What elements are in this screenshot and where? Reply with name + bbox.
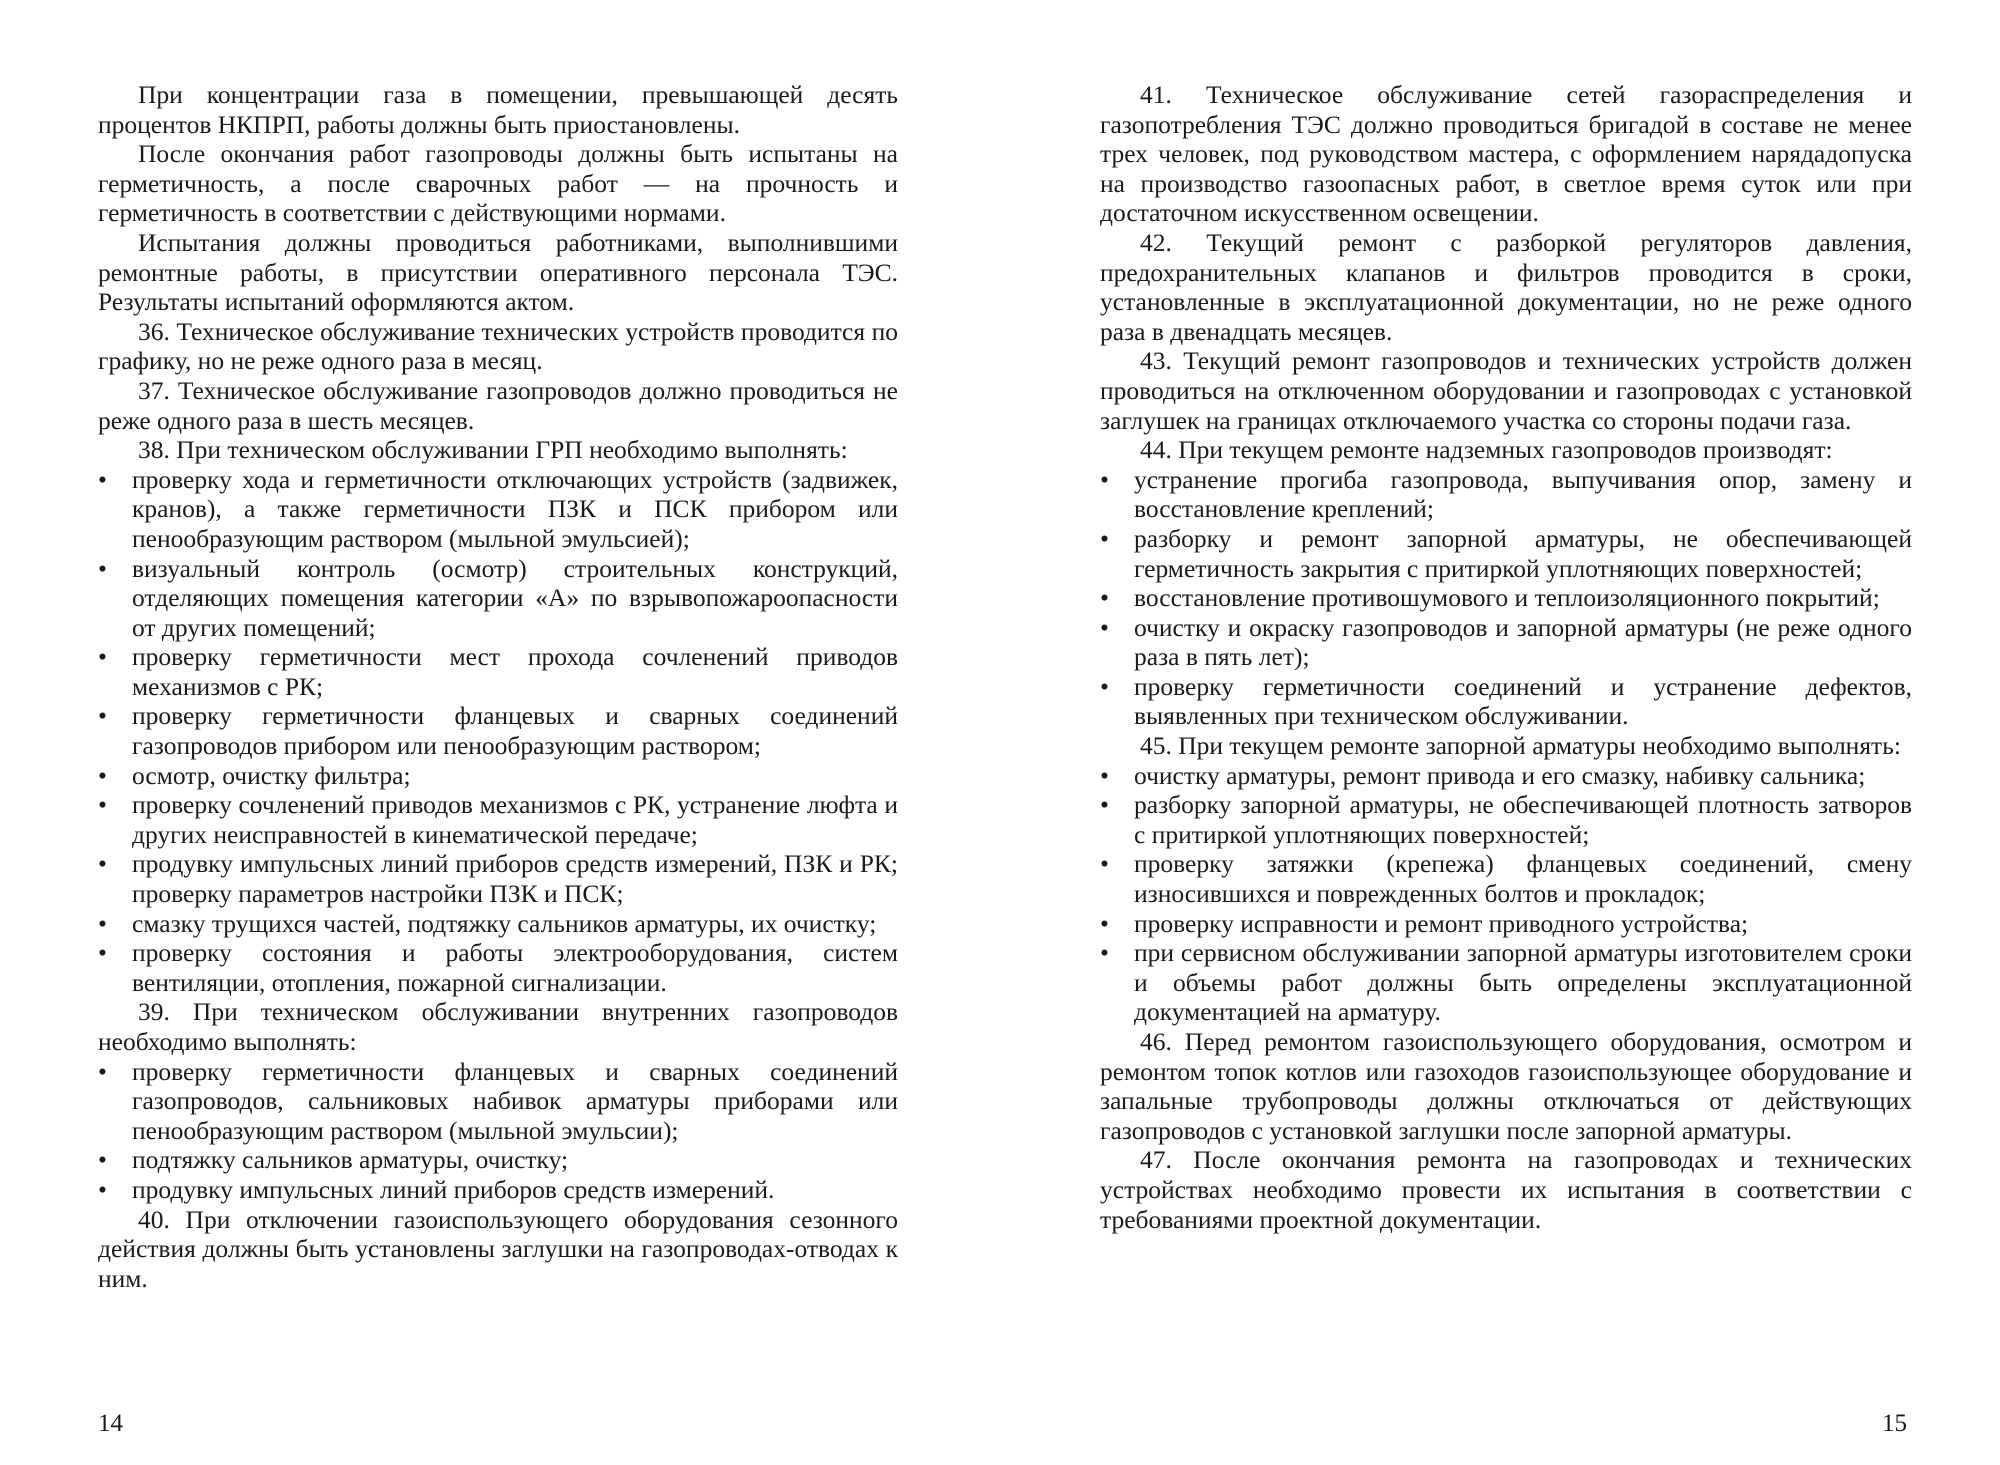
paragraph: 45. При текущем ремонте запорной арматуры необходимо выполнять: — [1140, 731, 1901, 761]
paragraph: 47. После окончания ремонта на газопроводах и технических устройствах необходимо провести их испытания в соответствии с требованиями проектной документации. — [1100, 1145, 1912, 1234]
bullet-text: визуальный контроль (осмотр) строительных конструкций, отделяющих помещения категории «А» по взрывопожароопасности от других помещений; — [132, 553, 898, 642]
paragraph: 46. Перед ремонтом газоиспользующего оборудования, осмотром и ремонтом топок котлов или газоходов газоиспользующее оборудование и запальные трубопроводы должны отключаться от действующих газопроводов с установкой заглушки после запорной арматуры. — [1100, 1027, 1912, 1145]
bullet-text: смазку трущихся частей, подтяжку сальников арматуры, их очистку; — [132, 908, 877, 938]
bullet-item — [1100, 672, 1912, 731]
bullet-item — [1100, 790, 1912, 849]
bullet-item — [98, 1145, 898, 1175]
bullet-text: продувку импульсных линий приборов средств измерений. — [132, 1174, 775, 1204]
bullet-text: проверку состояния и работы электрооборудования, систем вентиляции, отопления, пожарной сигнализации. — [132, 938, 898, 997]
bullet-icon: • — [98, 760, 107, 790]
paragraph: 38. При техническом обслуживании ГРП необходимо выполнять: — [138, 435, 848, 465]
bullet-icon: • — [1100, 583, 1109, 613]
bullet-item — [98, 790, 898, 849]
bullet-icon: • — [98, 642, 107, 672]
bullet-icon: • — [98, 1056, 107, 1086]
bullet-text: осмотр, очистку фильтра; — [132, 760, 411, 790]
paragraph: После окончания работ газопроводы должны быть испытаны на герметичность, а после сварочных работ — на прочность и герметичность в соответствии с действующими нормами. — [98, 139, 898, 228]
bullet-text: проверку хода и герметичности отключающих устройств (задвижек, кранов), а также герметичности ПЗК и ПСК прибором или пенообразующим раствором (мыльной эмульсией); — [132, 464, 898, 553]
bullet-text: проверку герметичности соединений и устранение дефектов, выявленных при техническом обслуживании. — [1134, 671, 1912, 731]
bullet-text: разборку и ремонт запорной арматуры, не обеспечивающей герметичность закрытия с притиркой уплотняющих поверхностей; — [1134, 523, 1912, 583]
bullet-item — [1100, 909, 1912, 939]
bullet-text: проверку герметичности фланцевых и сварных соединений газопроводов, сальниковых набивок арматуры приборами или пенообразующим раствором (мыльной эмульсии); — [132, 1056, 898, 1145]
bullet-text: разборку запорной арматуры, не обеспечивающей плотность затворов с притиркой уплотняющих поверхностей; — [1134, 790, 1912, 849]
bullet-icon: • — [98, 1174, 107, 1204]
bullet-item — [98, 849, 898, 908]
bullet-icon: • — [1100, 790, 1109, 820]
bullet-item — [1100, 849, 1912, 908]
bullet-item — [98, 761, 898, 791]
bullet-item — [98, 1057, 898, 1146]
bullet-item — [1100, 613, 1912, 672]
bullet-icon: • — [1100, 671, 1109, 701]
bullet-text: проверку герметичности фланцевых и сварных соединений газопроводов прибором или пенообразующим раствором; — [132, 701, 898, 761]
bullet-text: восстановление противошумового и теплоизоляционного покрытий; — [1134, 583, 1880, 613]
bullet-icon: • — [98, 1145, 107, 1175]
bullet-icon: • — [98, 553, 107, 583]
bullet-item — [98, 938, 898, 997]
bullet-icon: • — [98, 908, 107, 938]
bullet-text: очистку и окраску газопроводов и запорной арматуры (не реже одного раза в пять лет); — [1134, 612, 1912, 672]
bullet-item — [1100, 583, 1912, 613]
bullet-item — [98, 642, 898, 701]
bullet-icon: • — [1100, 523, 1109, 553]
page-number-left: 14 — [98, 1410, 123, 1437]
right-page — [1100, 80, 1912, 1234]
paragraph: 41. Техническое обслуживание сетей газораспределения и газопотребления ТЭС должно проводиться бригадой в составе не менее трех человек, под руководством мастера, с оформлением нарядадопуска на производство газоопасных работ, в светлое время суток или при достаточном искусственном освещении. — [1100, 80, 1912, 228]
bullet-text: очистку арматуры, ремонт привода и его смазку, набивку сальника; — [1134, 760, 1866, 790]
bullet-icon: • — [1100, 938, 1109, 968]
page-number-right: 15 — [1882, 1410, 1907, 1437]
paragraph: Испытания должны проводиться работниками, выполнившими ремонтные работы, в присутствии оперативного персонала ТЭС. Результаты испытаний оформляются актом. — [98, 227, 898, 317]
bullet-item — [98, 465, 898, 554]
paragraph: 42. Текущий ремонт с разборкой регуляторов давления, предохранительных клапанов и фильтров проводится в сроки, установленные в эксплуатационной документации, но не реже одного раза в двенадцать месяцев. — [1100, 227, 1912, 346]
bullet-icon: • — [98, 464, 107, 494]
bullet-item — [1100, 938, 1912, 1027]
bullet-item — [98, 701, 898, 760]
bullet-item — [98, 1175, 898, 1205]
bullet-text: проверку герметичности мест прохода сочленений приводов механизмов с РК; — [132, 642, 898, 701]
left-page — [98, 80, 898, 1293]
bullet-icon: • — [1100, 612, 1109, 642]
bullet-text: проверку сочленений приводов механизмов с РК, устранение люфта и других неисправностей в кинематической передаче; — [132, 790, 898, 849]
paragraph: 37. Техническое обслуживание газопроводов должно проводиться не реже одного раза в шесть месяцев. — [98, 375, 898, 435]
paragraph: 43. Текущий ремонт газопроводов и технических устройств должен проводиться на отключенном оборудовании и газопроводах с установкой заглушек на границах отключаемого участка со стороны подачи газа. — [1100, 346, 1912, 435]
paragraph: 40. При отключении газоиспользующего оборудования сезонного действия должны быть установлены заглушки на газопроводах-отводах к ним. — [98, 1204, 898, 1293]
bullet-text: устранение прогиба газопровода, выпучивания опор, замену и восстановление креплений; — [1134, 464, 1912, 524]
bullet-icon: • — [1100, 760, 1109, 790]
bullet-text: продувку импульсных линий приборов средств измерений, ПЗК и РК; проверку параметров настройки ПЗК и ПСК; — [132, 849, 898, 909]
bullet-icon: • — [98, 790, 107, 820]
bullet-text: при сервисном обслуживании запорной арматуры изготовителем сроки и объемы работ должны быть определены эксплуатационной документацией на арматуру. — [1134, 938, 1912, 1027]
bullet-item — [98, 909, 898, 939]
paragraph: 36. Техническое обслуживание технических устройств проводится по графику, но не реже одного раза в месяц. — [98, 316, 898, 376]
bullet-text: проверку исправности и ремонт приводного устройства; — [1134, 908, 1749, 938]
bullet-icon: • — [1100, 849, 1109, 879]
bullet-icon: • — [98, 701, 107, 731]
bullet-text: подтяжку сальников арматуры, очистку; — [132, 1145, 569, 1175]
paragraph: 44. При текущем ремонте надземных газопроводов производят: — [1140, 435, 1833, 465]
bullet-item — [98, 554, 898, 643]
bullet-icon: • — [1100, 464, 1109, 494]
paragraph: При концентрации газа в помещении, превышающей десять процентов НКПРП, работы должны быть приостановлены. — [98, 80, 898, 139]
bullet-icon: • — [98, 849, 107, 879]
bullet-icon: • — [98, 938, 107, 968]
paragraph: 39. При техническом обслуживании внутренних газопроводов необходимо выполнять: — [98, 997, 898, 1056]
bullet-text: проверку затяжки (крепежа) фланцевых соединений, смену износившихся и поврежденных болтов и прокладок; — [1134, 849, 1912, 909]
bullet-item — [1100, 465, 1912, 524]
bullet-icon: • — [1100, 908, 1109, 938]
bullet-item — [1100, 524, 1912, 583]
bullet-item — [1100, 761, 1912, 791]
